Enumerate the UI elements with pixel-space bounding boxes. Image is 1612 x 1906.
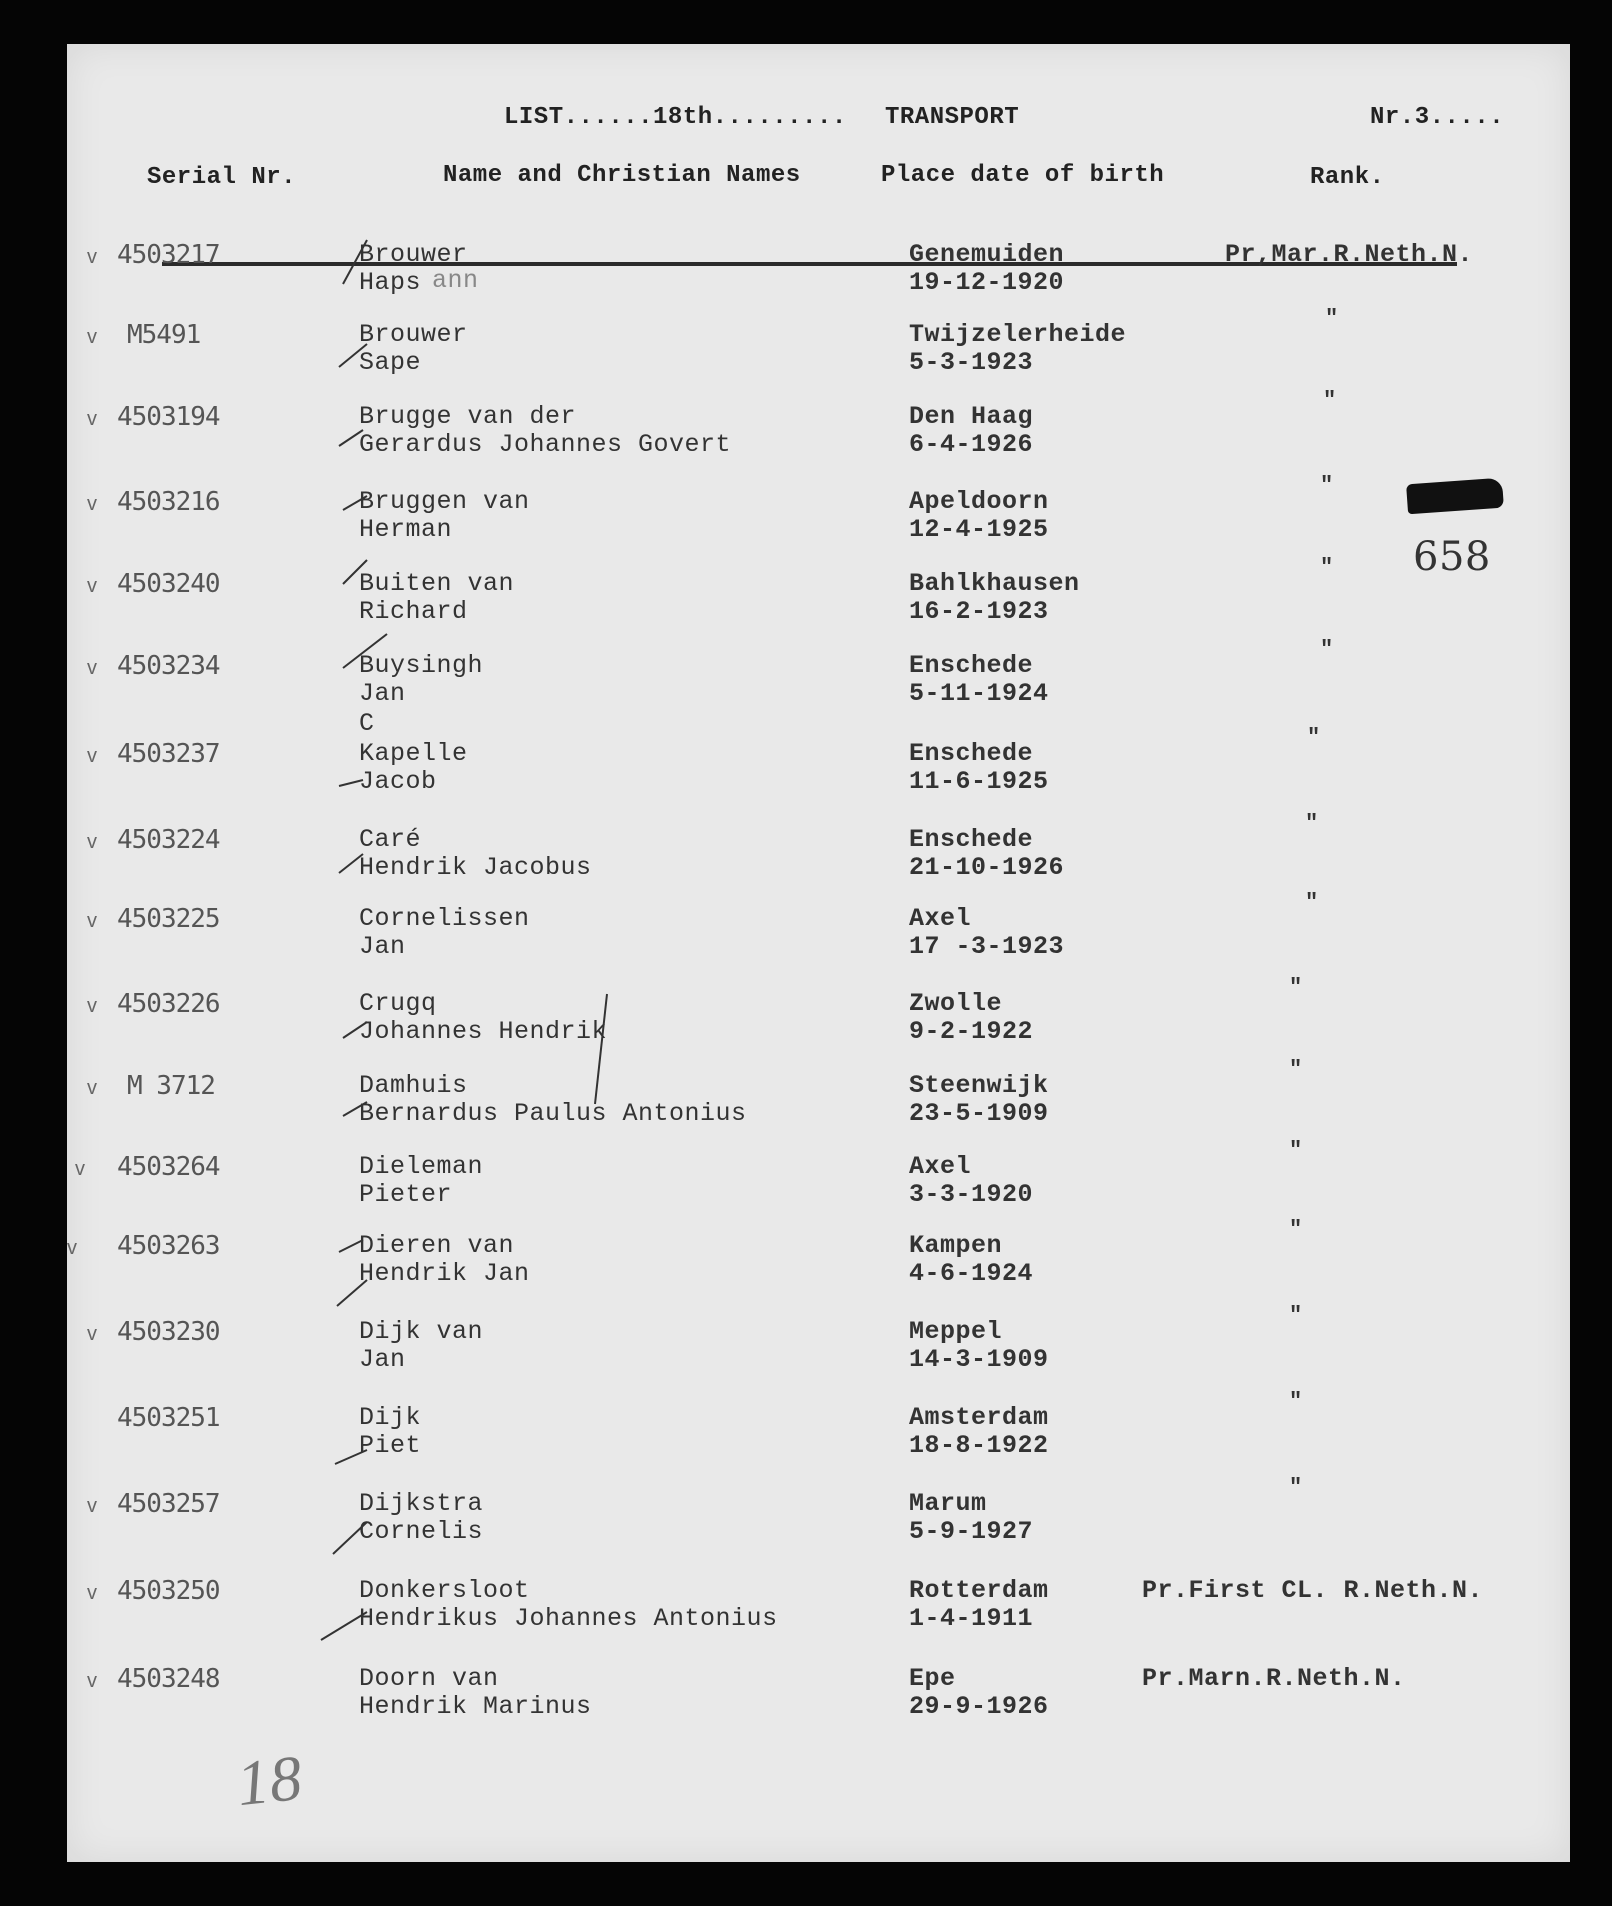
birth-place: Enschede (909, 651, 1034, 680)
given-names: Hendrikus Johannes Antonius (359, 1604, 778, 1633)
given-names: Johannes Hendrik (359, 1017, 608, 1046)
birth-date: 9-2-1922 (909, 1017, 1034, 1046)
birth-date: 23-5-1909 (909, 1099, 1049, 1128)
given-names: Hendrik Jan (359, 1259, 530, 1288)
surname: Dijk (359, 1403, 422, 1432)
serial-number: M 3712 (127, 1071, 215, 1101)
given-names: Gerardus Johannes Govert (359, 430, 732, 459)
given-names: Cornelis (359, 1517, 484, 1546)
checkmark: v (87, 1670, 98, 1692)
serial-number: 4503194 (117, 402, 220, 432)
surname: Brouwer (359, 320, 468, 349)
birth-date: 17 -3-1923 (909, 932, 1065, 961)
given-names: Hendrik Jacobus (359, 853, 592, 882)
col-header-place: Place date of birth (881, 162, 1165, 189)
birth-place: Axel (909, 1152, 972, 1181)
birth-place: Kampen (909, 1231, 1003, 1260)
birth-date: 16-2-1923 (909, 597, 1049, 626)
serial-number: 4503230 (117, 1317, 220, 1347)
birth-place: Rotterdam (909, 1576, 1049, 1605)
rank-ditto: " (1325, 306, 1339, 331)
rank-ditto: " (1289, 1303, 1303, 1328)
birth-place: Enschede (909, 825, 1034, 854)
given-names: Jacob (359, 767, 437, 796)
birth-place: Marum (909, 1489, 987, 1518)
birth-date: 11-6-1925 (909, 767, 1049, 796)
surname: Buysingh (359, 651, 484, 680)
surname: Dieren van (359, 1231, 515, 1260)
birth-date: 1-4-1911 (909, 1604, 1034, 1633)
birth-place: Amsterdam (909, 1403, 1049, 1432)
page-number-annotation: 658 (1413, 534, 1491, 580)
rank-ditto: " (1289, 975, 1303, 1000)
given-names: Piet (359, 1431, 422, 1460)
birth-date: 14-3-1909 (909, 1345, 1049, 1374)
surname: Dieleman (359, 1152, 484, 1181)
checkmark: v (87, 910, 98, 932)
checkmark: v (87, 575, 98, 597)
pen-strokes (67, 44, 1570, 1862)
birth-date: 6-4-1926 (909, 430, 1034, 459)
checkmark: v (67, 1237, 78, 1259)
birth-date: 18-8-1922 (909, 1431, 1049, 1460)
birth-place: Den Haag (909, 402, 1034, 431)
given-names: Jan (359, 1345, 406, 1374)
checkmark: v (87, 1582, 98, 1604)
rank: Pr.First CL. R.Neth.N. (1142, 1576, 1484, 1605)
rank-ditto: " (1305, 890, 1319, 915)
birth-date: 12-4-1925 (909, 515, 1049, 544)
serial-number: 4503226 (117, 989, 220, 1019)
birth-date: 21-10-1926 (909, 853, 1065, 882)
rank-ditto: " (1289, 1475, 1303, 1500)
col-header-rank: Rank. (1310, 164, 1385, 191)
surname: Caré (359, 825, 422, 854)
rank-ditto: " (1289, 1389, 1303, 1414)
serial-number: 4503251 (117, 1403, 220, 1433)
checkmark: v (87, 1077, 98, 1099)
rank: Pr,Mar.R.Neth.N. (1225, 240, 1474, 269)
birth-place: Genemuiden (909, 240, 1065, 269)
birth-date: 4-6-1924 (909, 1259, 1034, 1288)
surname-correction: C (359, 709, 375, 738)
surname: Dijk van (359, 1317, 484, 1346)
birth-place: Bahlkhausen (909, 569, 1080, 598)
given-names: Richard (359, 597, 468, 626)
checkmark: v (87, 1323, 98, 1345)
surname: Brugge van der (359, 402, 577, 431)
given-names: Sape (359, 348, 422, 377)
serial-number: 4503248 (117, 1664, 220, 1694)
birth-date: 5-9-1927 (909, 1517, 1034, 1546)
serial-number: 4503257 (117, 1489, 220, 1519)
birth-date: 19-12-1920 (909, 268, 1065, 297)
col-header-name: Name and Christian Names (443, 162, 801, 189)
birth-place: Enschede (909, 739, 1034, 768)
transport-label: TRANSPORT (885, 104, 1020, 131)
given-name-note: ann (432, 266, 479, 295)
checkmark: v (87, 408, 98, 430)
birth-place: Epe (909, 1664, 956, 1693)
rank-ditto: " (1289, 1057, 1303, 1082)
surname: Doorn van (359, 1664, 499, 1693)
rank-ditto: " (1307, 725, 1321, 750)
given-names: Jan (359, 932, 406, 961)
checkmark: v (87, 493, 98, 515)
given-names: Hendrik Marinus (359, 1692, 592, 1721)
birth-place: Apeldoorn (909, 487, 1049, 516)
checkmark: v (87, 831, 98, 853)
nr-label: Nr.3..... (1370, 104, 1505, 131)
surname: Crugq (359, 989, 437, 1018)
birth-place: Meppel (909, 1317, 1003, 1346)
handwritten-count: 18 (233, 1741, 306, 1820)
serial-number: M5491 (127, 320, 201, 350)
serial-number: 4503217 (117, 240, 220, 270)
serial-number: 4503264 (117, 1152, 220, 1182)
given-names: Bernardus Paulus Antonius (359, 1099, 747, 1128)
serial-number: 4503263 (117, 1231, 220, 1261)
rank-ditto: " (1320, 555, 1334, 580)
list-label: LIST......18th......... (504, 104, 847, 131)
birth-place: Zwolle (909, 989, 1003, 1018)
birth-date: 5-3-1923 (909, 348, 1034, 377)
given-names: Haps (359, 268, 422, 297)
serial-number: 4503240 (117, 569, 220, 599)
serial-number: 4503234 (117, 651, 220, 681)
rank-ditto: " (1320, 473, 1334, 498)
surname: Bruggen van (359, 487, 530, 516)
surname: Cornelissen (359, 904, 530, 933)
surname: Brouwer (359, 240, 468, 269)
rank-ditto: " (1305, 811, 1319, 836)
rank-ditto: " (1320, 637, 1334, 662)
rank: Pr.Marn.R.Neth.N. (1142, 1664, 1406, 1693)
checkmark: v (87, 246, 98, 268)
surname: Dijkstra (359, 1489, 484, 1518)
birth-place: Axel (909, 904, 972, 933)
surname: Kapelle (359, 739, 468, 768)
surname: Donkersloot (359, 1576, 530, 1605)
serial-number: 4503216 (117, 487, 220, 517)
surname: Damhuis (359, 1071, 468, 1100)
serial-number: 4503224 (117, 825, 220, 855)
rank-ditto: " (1289, 1217, 1303, 1242)
birth-place: Steenwijk (909, 1071, 1049, 1100)
col-header-serial: Serial Nr. (147, 164, 297, 191)
document-page (67, 44, 1570, 1862)
checkmark: v (87, 326, 98, 348)
surname: Buiten van (359, 569, 515, 598)
given-names: Jan (359, 679, 406, 708)
checkmark: v (87, 995, 98, 1017)
checkmark: v (87, 657, 98, 679)
birth-date: 29-9-1926 (909, 1692, 1049, 1721)
serial-number: 4503250 (117, 1576, 220, 1606)
checkmark: v (75, 1158, 86, 1180)
serial-number: 4503225 (117, 904, 220, 934)
serial-number: 4503237 (117, 739, 220, 769)
rank-ditto: " (1289, 1138, 1303, 1163)
birth-place: Twijzelerheide (909, 320, 1127, 349)
given-names: Pieter (359, 1180, 453, 1209)
rank-ditto: " (1323, 388, 1337, 413)
given-names: Herman (359, 515, 453, 544)
birth-date: 3-3-1920 (909, 1180, 1034, 1209)
birth-date: 5-11-1924 (909, 679, 1049, 708)
checkmark: v (87, 745, 98, 767)
checkmark: v (87, 1495, 98, 1517)
